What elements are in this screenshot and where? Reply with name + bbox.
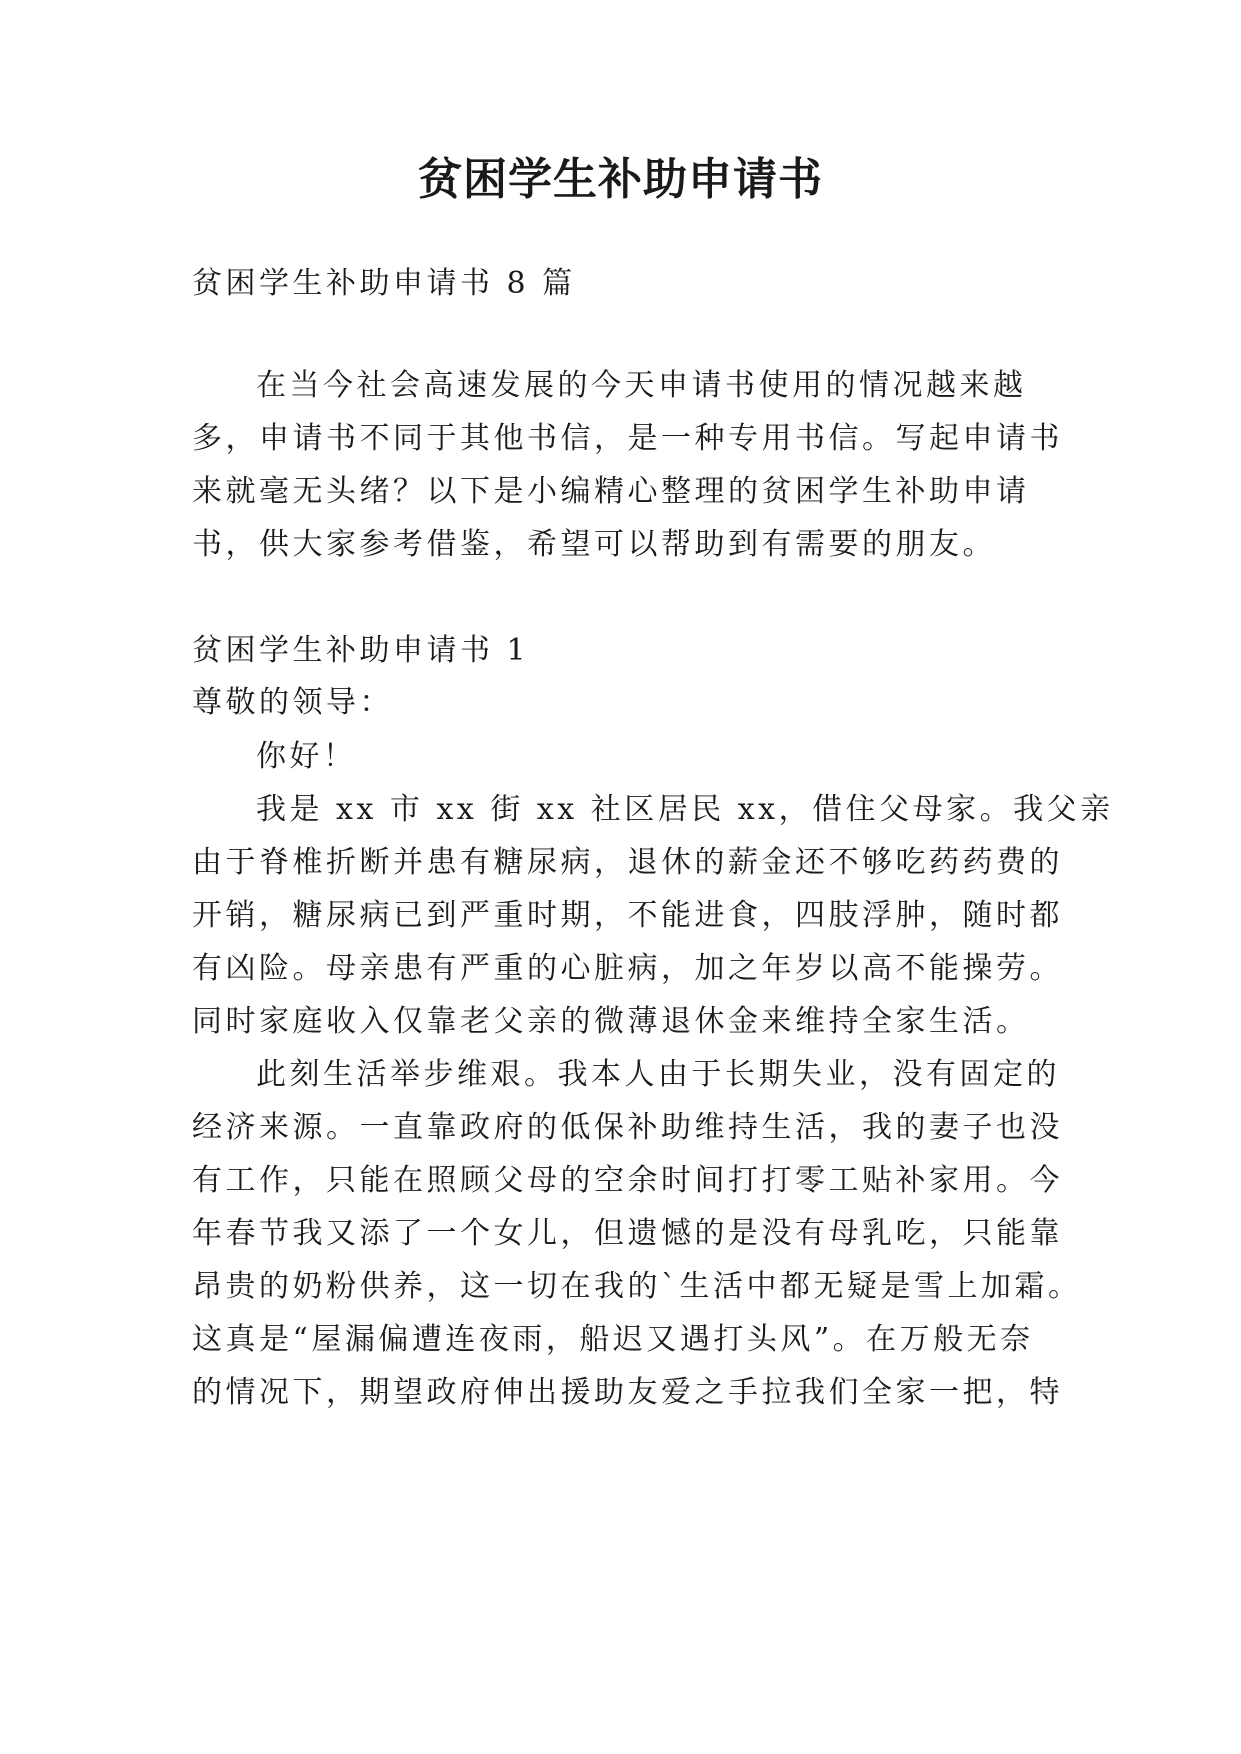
paragraph1-line-3: 开销，糖尿病已到严重时期，不能进食，四肢浮肿，随时都 [192, 898, 1063, 933]
salutation: 尊敬的领导： [192, 685, 393, 720]
intro-line-3: 来就毫无头绪？以下是小编精心整理的贫困学生补助申请 [192, 474, 1030, 509]
intro-line-4: 书，供大家参考借鉴，希望可以帮助到有需要的朋友。 [192, 527, 996, 562]
paragraph2-line-5: 昂贵的奶粉供养，这一切在我的`生活中都无疑是雪上加霜。 [192, 1269, 1082, 1304]
paragraph2-line-1: 此刻生活举步维艰。我本人由于长期失业，没有固定的 [256, 1057, 1060, 1092]
paragraph1-line-4: 有凶险。母亲患有严重的心脏病，加之年岁以高不能操劳。 [192, 951, 1063, 986]
greeting: 你好！ [256, 739, 357, 774]
paragraph2-line-2: 经济来源。一直靠政府的低保补助维持生活，我的妻子也没 [192, 1110, 1063, 1145]
section-heading: 贫困学生补助申请书 1 [192, 633, 530, 668]
intro-line-1: 在当今社会高速发展的今天申请书使用的情况越来越 [256, 368, 1027, 403]
paragraph2-line-3: 有工作，只能在照顾父母的空余时间打打零工贴补家用。今 [192, 1163, 1063, 1198]
paragraph2-line-6: 这真是“屋漏偏遭连夜雨，船迟又遇打头风”。在万般无奈 [192, 1322, 1034, 1357]
document-title: 贫困学生补助申请书 [418, 154, 823, 205]
paragraph1-line-2: 由于脊椎折断并患有糖尿病，退休的薪金还不够吃药药费的 [192, 845, 1063, 880]
paragraph1-line-5: 同时家庭收入仅靠老父亲的微薄退休金来维持全家生活。 [192, 1004, 1030, 1039]
paragraph1-line-1: 我是 xx 市 xx 街 xx 社区居民 xx，借住父母家。我父亲 [256, 792, 1114, 827]
paragraph2-line-4: 年春节我又添了一个女儿，但遗憾的是没有母乳吃，只能靠 [192, 1216, 1063, 1251]
document-subtitle: 贫困学生补助申请书 8 篇 [192, 266, 576, 301]
intro-line-2: 多，申请书不同于其他书信，是一种专用书信。写起申请书 [192, 421, 1063, 456]
paragraph2-line-7: 的情况下，期望政府伸出援助友爱之手拉我们全家一把，特 [192, 1375, 1063, 1410]
